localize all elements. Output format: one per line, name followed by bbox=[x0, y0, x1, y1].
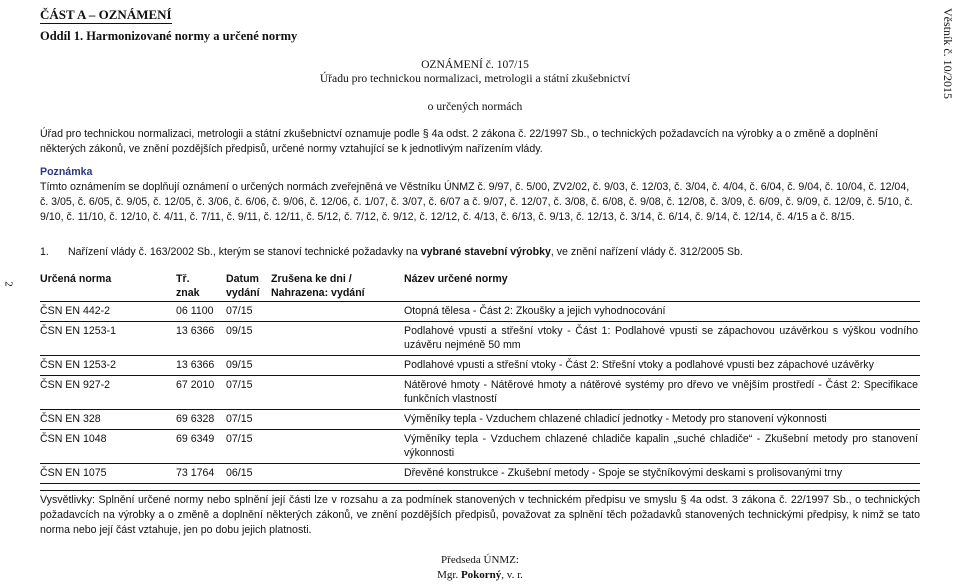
part-heading-rule bbox=[40, 23, 172, 24]
cell-date: 07/15 bbox=[226, 412, 253, 425]
cell-class: 69 6328 bbox=[176, 412, 215, 425]
table-row bbox=[40, 376, 920, 410]
header-date-line2: vydání bbox=[226, 287, 260, 300]
announcement-office: Úřadu pro technickou normalizaci, metrologii a státní zkušebnictví bbox=[319, 72, 631, 85]
cell-class: 73 1764 bbox=[176, 466, 215, 479]
cell-norm: ČSN EN 1075 bbox=[40, 466, 107, 479]
header-class-line1: Tř. bbox=[176, 273, 190, 285]
cell-date: 07/15 bbox=[226, 378, 253, 391]
cell-name: Nátěrové hmoty - Nátěrové hmoty a nátěrové systémy pro dřevo ve vnějším prostředí - Část 2: Specifikace funkčních vlastností bbox=[404, 378, 918, 405]
page-number bbox=[2, 280, 14, 294]
table-row bbox=[40, 356, 920, 376]
signature-name bbox=[400, 568, 560, 583]
cell-norm: ČSN EN 1253-2 bbox=[40, 358, 116, 371]
cell-class: 06 1100 bbox=[176, 305, 214, 317]
signature-prefix: Mgr. bbox=[437, 568, 461, 581]
cell-date: 07/15 bbox=[226, 432, 253, 445]
note-block bbox=[40, 165, 920, 225]
cell-date: 06/15 bbox=[226, 466, 253, 479]
table-row bbox=[40, 302, 920, 322]
header-replaced-line2: Nahrazena: vydání bbox=[271, 287, 365, 300]
cell-name: Podlahové vpusti a střešní vtoky - Část 2: Střešní vtoky a podlahové vpusti bez zápachové uzávěrky bbox=[404, 358, 874, 371]
footnote: Vysvětlivky: Splnění určené normy nebo splnění její části lze v rozsahu a za podmínek stanovených v technickém předpisu ve smyslu § 4a odst. 3 zákona č. 22/1997 Sb., o technických požadavcích na výrobky a o změně a doplnění některých zákonů, ve znění pozdějších předpisů, považovat za splnění těch požadavků stanovených technickými předpisy, k nimž se tato norma nebo její část vztahuje, jen po dobu jejich platnosti. bbox=[40, 490, 920, 538]
regulation-text-before: Nařízení vlády č. 163/2002 Sb., kterým se stanoví technické požadavky na bbox=[68, 246, 421, 258]
cell-norm: ČSN EN 442-2 bbox=[40, 305, 111, 317]
announcement-title: OZNÁMENÍ č. 107/15 bbox=[421, 58, 529, 71]
cell-date: 07/15 bbox=[226, 305, 253, 317]
cell-name: Výměníky tepla - Vzduchem chlazené chladiče kapalin „suché chladiče“ - Zkušební metody pro stanovení výkonnosti bbox=[404, 432, 918, 459]
header-class-line2: znak bbox=[176, 287, 200, 300]
cell-name: Dřevěné konstrukce - Zkušební metody - Spoje se styčníkovými deskami s prolisovanými trny bbox=[404, 466, 843, 479]
cell-class: 13 6366 bbox=[176, 325, 215, 337]
note-title: Poznámka bbox=[40, 166, 93, 178]
part-heading-text: ČÁST A – OZNÁMENÍ bbox=[40, 7, 172, 22]
journal-side-text: Věstník č. 10/2015 bbox=[941, 8, 955, 99]
header-norm-text: Určená norma bbox=[40, 273, 112, 285]
regulation-text-after: , ve znění nařízení vlády č. 312/2005 Sb. bbox=[550, 246, 743, 258]
signature-suffix: , v. r. bbox=[501, 568, 523, 581]
part-heading bbox=[40, 6, 172, 23]
table-header bbox=[40, 272, 920, 302]
table-row bbox=[40, 464, 920, 484]
header-replaced bbox=[271, 272, 401, 301]
cell-norm: ČSN EN 1253-1 bbox=[40, 325, 116, 337]
header-class bbox=[176, 272, 226, 301]
header-name bbox=[404, 272, 918, 286]
signature-block bbox=[400, 553, 560, 582]
cell-class: 69 6349 bbox=[176, 432, 215, 445]
regulation-item bbox=[40, 246, 920, 260]
header-norm bbox=[40, 272, 170, 286]
header-date-line1: Datum bbox=[226, 273, 259, 285]
signature-role: Předseda ÚNMZ: bbox=[441, 554, 519, 566]
regulation-number: 1. bbox=[40, 246, 49, 258]
cell-name: Otopná tělesa - Část 2: Zkoušky a jejich vyhodnocování bbox=[404, 305, 666, 317]
section-heading: Oddíl 1. Harmonizované normy a určené normy bbox=[40, 29, 298, 43]
journal-side-label bbox=[942, 8, 956, 108]
cell-date: 09/15 bbox=[226, 358, 253, 371]
cell-class: 67 2010 bbox=[176, 378, 215, 391]
note-text: Tímto oznámením se doplňují oznámení o určených normách zveřejněná ve Věstníku ÚNMZ č. 9/97, č. 5/00, ZV2/02, č. 9/03, č. 12/03, č. 3/04, č. 4/04, č. 6/04, č. 9/04, č. 10/04, č. 12/04, č. 3/05, č. 6/05, č. 9/05, č. 12/05, č. 3/06, č. 6/06, č. 9/06, č. 12/06, č. 1/07, č. 3/07, č. 6/07 a č. 9/07, č. 12/07, č. 3/08, č. 6/08, č. 9/08, č. 12/08, č. 3/09, č. 6/09, č. 9/09, č. 12/09, č. 5/10, č. 9/10, č. 11/10, č. 12/10, č. 4/11, č. 7/11, č. 9/11, č. 12/11, č. 5/12, č. 7/12, č. 9/12, č. 12/12, č. 4/13, č. 6/13, č. 9/13, č. 12/13, č. 3/14, č. 6/14, č. 9/14, č. 12/14, č. 4/15 a č. 8/15. bbox=[40, 181, 913, 224]
cell-name: Výměníky tepla - Vzduchem chlazené chladicí jednotky - Metody pro stanovení výkonnosti bbox=[404, 412, 827, 425]
cell-norm: ČSN EN 1048 bbox=[40, 432, 107, 445]
cell-norm: ČSN EN 328 bbox=[40, 412, 101, 425]
header-replaced-line1: Zrušena ke dni / bbox=[271, 273, 352, 285]
signature-surname: Pokorný bbox=[460, 568, 502, 581]
announcement-intro: Úřad pro technickou normalizaci, metrologii a státní zkušebnictví oznamuje podle § 4a odst. 2 zákona č. 22/1997 Sb., o technických požadavcích na výrobky a o změně a doplnění některých zákonů, ve znění pozdějších předpisů, určené normy vztahující se k jednotlivým nařízením vlády. bbox=[40, 128, 878, 156]
table-row bbox=[40, 430, 920, 464]
header-date bbox=[226, 272, 266, 301]
norms-table bbox=[40, 272, 920, 484]
table-row bbox=[40, 322, 920, 356]
cell-class: 13 6366 bbox=[176, 358, 215, 371]
cell-date: 09/15 bbox=[226, 325, 253, 337]
page-number-text: 2 bbox=[2, 281, 15, 287]
announcement-subject: o určených normách bbox=[427, 100, 523, 113]
header-name-text: Název určené normy bbox=[404, 273, 508, 285]
cell-name: Podlahové vpusti a střešní vtoky - Část 1: Podlahové vpusti se zápachovou uzávěrkou s výškou vodního uzávěru nejméně 50 mm bbox=[404, 325, 918, 351]
cell-norm: ČSN EN 927-2 bbox=[40, 378, 111, 391]
regulation-text-bold: vybrané stavební výrobky bbox=[420, 246, 551, 258]
table-row bbox=[40, 410, 920, 430]
